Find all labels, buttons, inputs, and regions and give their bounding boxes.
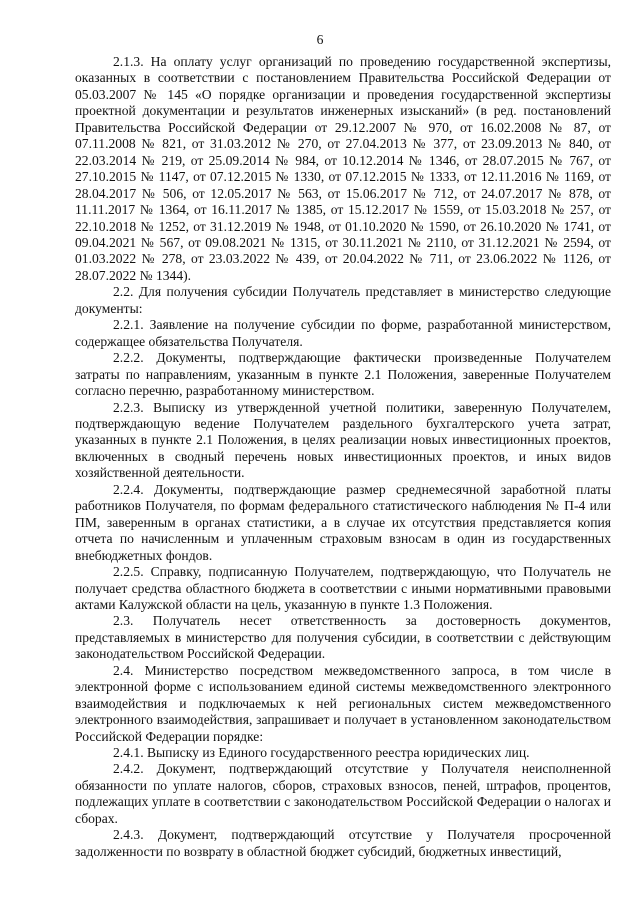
paragraph-2-4-3: 2.4.3. Документ, подтверждающий отсутствие у Получателя просроченной задолженности по возврату в областной бюджет субсидий, бюджетных инвестиций, (75, 827, 611, 859)
paragraph-2-1-3: 2.1.3. На оплату услуг организаций по проведению государственной экспертизы, оказанных в соответствии с постановлением Правительства Российской Федерации от 05.03.2007 № 145 «О порядке организации и проведения государственной экспертизы проектной документации и результатов инженерных изысканий» (в ред. постановлений Правительства Российской Федерации от 29.12.2007 № 970, от 16.02.2008 № 87, от 07.11.2008 № 821, от 31.03.2012 № 270, от 27.04.2013 № 377, от 23.09.2013 № 840, от 22.03.2014 № 219, от 25.09.2014 № 984, от 10.12.2014 № 1346, от 28.07.2015 № 767, от 27.10.2015 № 1147, от 07.12.2015 № 1330, от 07.12.2015 № 1333, от 12.11.2016 № 1169, от 28.04.2017 № 506, от 12.05.2017 № 563, от 15.06.2017 № 712, от 24.07.2017 № 878, от 11.11.2017 № 1364, от 16.11.2017 № 1385, от 15.12.2017 № 1559, от 15.03.2018 № 257, от 22.10.2018 № 1252, от 31.12.2019 № 1948, от 01.10.2020 № 1590, от 26.10.2020 № 1741, от 09.04.2021 № 567, от 09.08.2021 № 1315, от 30.11.2021 № 2110, от 31.12.2021 № 2594, от 01.03.2022 № 278, от 23.03.2022 № 439, от 20.04.2022 № 711, от 23.06.2022 № 1126, от 28.07.2022 № 1344). (75, 54, 611, 283)
paragraph-2-4-2: 2.4.2. Документ, подтверждающий отсутствие у Получателя неисполненной обязанности по уплате налогов, сборов, страховых взносов, пеней, штрафов, процентов, подлежащих уплате в соответствии с законодательством Российской Федерации о налогах и сборах. (75, 761, 611, 826)
paragraph-2-2-2: 2.2.2. Документы, подтверждающие фактически произведенные Получателем затраты по направлениям, указанным в пункте 2.1 Положения, заверенные Получателем согласно перечню, разработанному министерством. (75, 350, 611, 399)
paragraph-2-2-5: 2.2.5. Справку, подписанную Получателем, подтверждающую, что Получатель не получает средства областного бюджета в соответствии с иными нормативными правовыми актами Калужской области на цель, указанную в пункте 1.3 Положения. (75, 564, 611, 612)
paragraph-2-4-1: 2.4.1. Выписку из Единого государственного реестра юридических лиц. (113, 745, 530, 761)
paragraph-2-2-3: 2.2.3. Выписку из утвержденной учетной политики, заверенную Получателем, подтверждающую ведение Получателем раздельного бухгалтерского учета затрат, указанных в пункте 2.1 Положения, в целях реализации новых инвестиционных проектов, включенных в сводный перечень новых инвестиционных проектов, и иных видов хозяйственной деятельности. (75, 399, 611, 481)
paragraph-2-3: 2.3. Получатель несет ответственность за достоверность документов, представляемых в министерство для получения субсидии, в соответствии с действующим законодательством Российской Федерации. (75, 613, 611, 662)
paragraph-2-2-4: 2.2.4. Документы, подтверждающие размер среднемесячной заработной платы работников Получателя, по формам федерального статистического наблюдения № П-4 или ПМ, заверенным в органах статистики, а в случае их отсутствия представляется копия отчета по начисленным и уплаченным страховым взносам в один из государственных внебюджетных фондов. (75, 481, 611, 563)
page-number: 6 (316, 32, 324, 47)
paragraph-2-2-1: 2.2.1. Заявление на получение субсидии по форме, разработанной министерством, содержащее обязательства Получателя. (75, 317, 611, 349)
paragraph-2-2: 2.2. Для получения субсидии Получатель представляет в министерство следующие документы: (75, 284, 611, 316)
document-body (75, 54, 611, 860)
paragraph-2-4: 2.4. Министерство посредством межведомственного запроса, в том числе в электронной форме с использованием единой системы межведомственного электронного взаимодействия и подключаемых к ней региональных систем межведомственного электронного взаимодействия, запрашивает и получает в установленном законодательством Российской Федерации порядке: (75, 662, 611, 744)
